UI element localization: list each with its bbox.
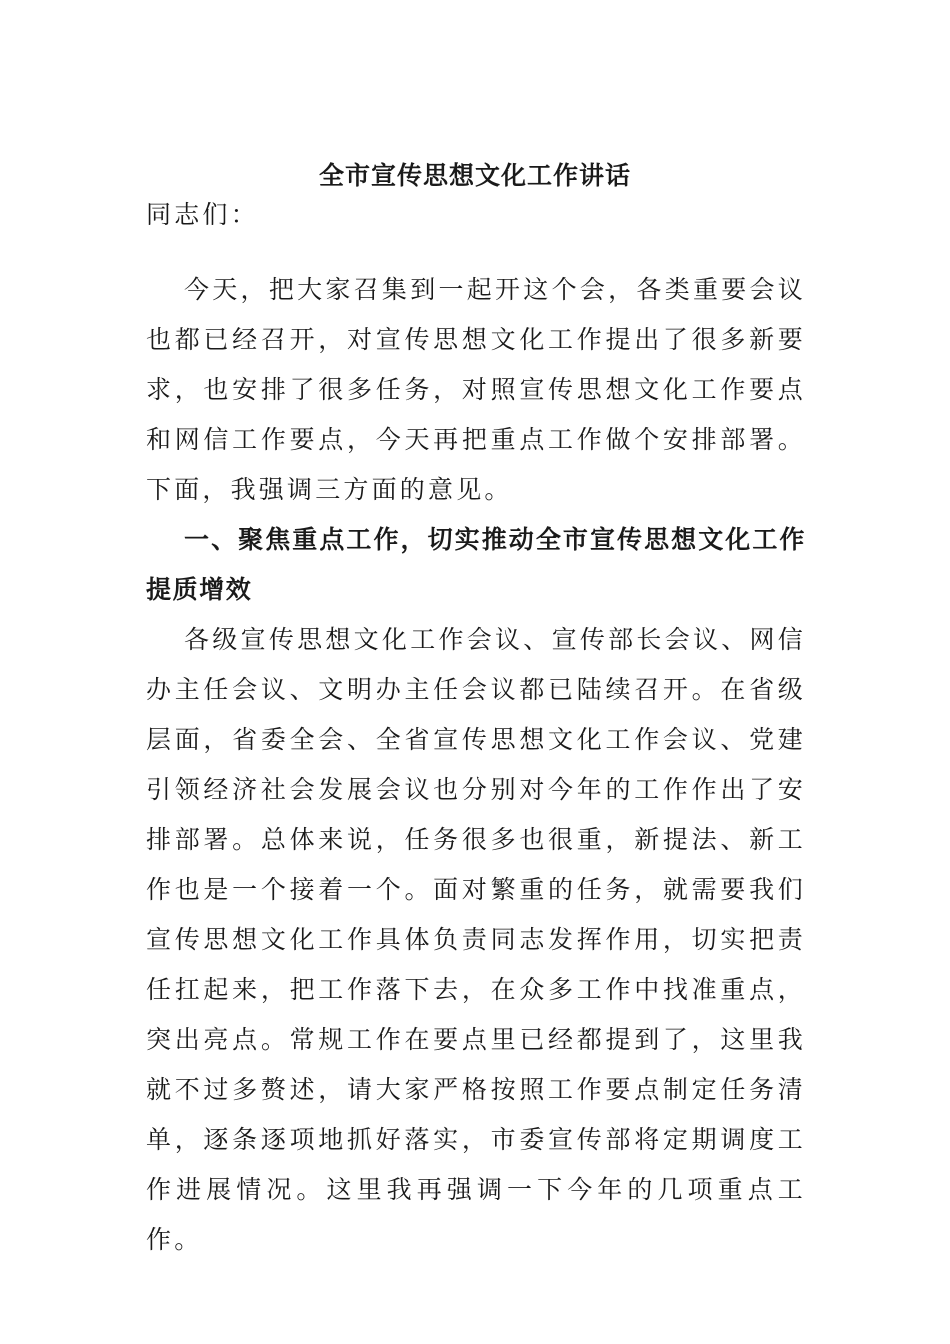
section-heading-1: 一、聚焦重点工作，切实推动全市宣传思想文化工作提质增效 (146, 525, 806, 604)
paragraph-2: 各级宣传思想文化工作会议、宣传部长会议、网信办主任会议、文明办主任会议都已陆续召开。在省级层面，省委全会、全省宣传思想文化工作会议、党建引领经济社会发展会议也分别对今年的工作作出了安排部署。总体来说，任务很多也很重，新提法、新工作也是一个接着一个。面对繁重的任务，就需要我们宣传思想文化工作具体负责同志发挥作用，切实把责任扛起来，把工作落下去，在众多工作中找准重点，突出亮点。常规工作在要点里已经都提到了，这里我就不过多赘述，请大家严格按照工作要点制定任务清单，逐条逐项地抓好落实，市委宣传部将定期调度工作进展情况。这里我再强调一下今年的几项重点工作。 (146, 625, 806, 1254)
document-title: 全市宣传思想文化工作讲话 (318, 161, 631, 190)
paragraph-1: 今天，把大家召集到一起开这个会，各类重要会议也都已经召开，对宣传思想文化工作提出了很多新要求，也安排了很多任务，对照宣传思想文化工作要点和网信工作要点，今天再把重点工作做个安排部署。下面，我强调三方面的意见。 (146, 275, 806, 504)
salutation: 同志们： (146, 200, 259, 229)
